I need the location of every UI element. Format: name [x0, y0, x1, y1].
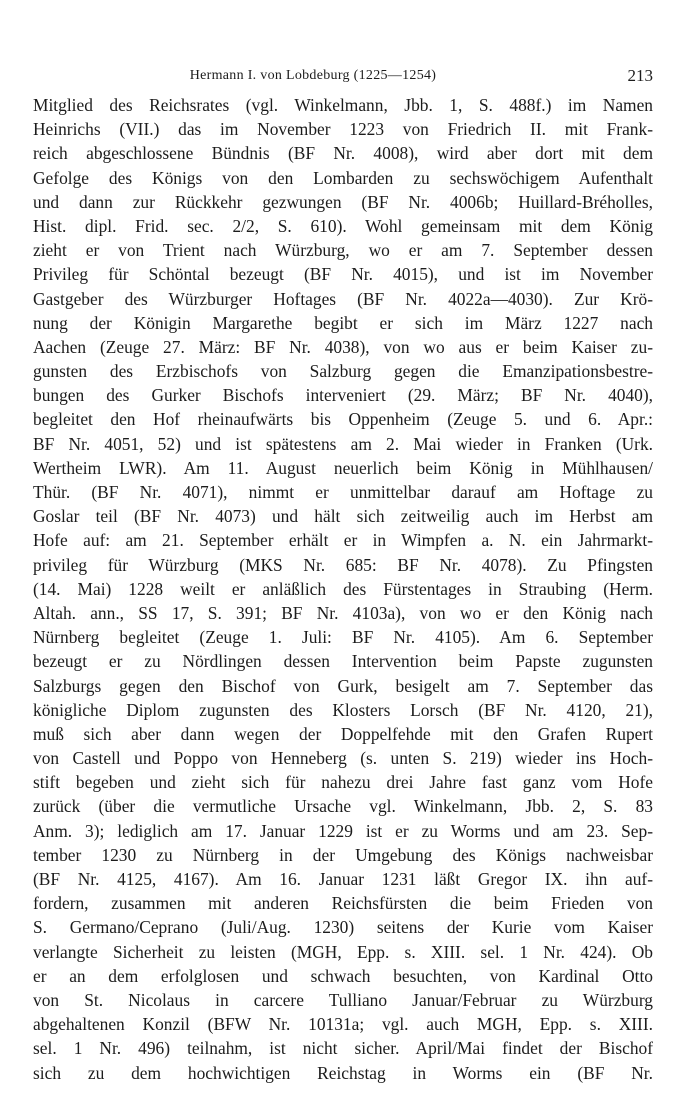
text-line: (BF Nr. 4125, 4167). Am 16. Januar 1231 läßt Gregor IX. ihn auf-: [33, 869, 653, 889]
text-line: Mitglied des Reichsrates (vgl. Winkelmann, Jbb. 1, S. 488f.) im Namen: [33, 95, 653, 115]
text-line: und dann zur Rückkehr gezwungen (BF Nr. 4006b; Huillard-Bréholles,: [33, 191, 653, 212]
text-line: reich abgeschlossene Bündnis (BF Nr. 4008), wird aber dort mit dem: [33, 143, 653, 164]
text-line: fordern, zusammen mit anderen Reichsfürsten die beim Frieden von: [33, 893, 653, 914]
text-line: Privileg für Schöntal bezeugt (BF Nr. 4015), und ist im November: [33, 264, 653, 285]
page-number: 213: [627, 66, 653, 85]
text-line: Hist. dipl. Frid. sec. 2/2, S. 610). Wohl gemeinsam mit dem König: [33, 215, 653, 236]
text-line: sel. 1 Nr. 496) teilnahm, ist nicht sicher. April/Mai findet der Bischof: [33, 1038, 653, 1059]
body-text: [33, 93, 653, 1085]
text-line: Thür. (BF Nr. 4071), nimmt er unmittelbar darauf am Hoftage zu: [33, 482, 653, 502]
text-line: sich zu dem hochwichtigen Reichstag in Worms ein (BF Nr.: [33, 1062, 653, 1083]
text-line: (14. Mai) 1228 weilt er anläßlich des Fürstentages in Straubing (Herm.: [33, 578, 653, 599]
text-line: Gefolge des Königs von den Lombarden zu sechswöchigem Aufenthalt: [33, 167, 653, 188]
text-line: Wertheim LWR). Am 11. August neuerlich beim König in Mühlhausen/: [33, 457, 653, 478]
text-line: muß sich aber dann wegen der Doppelfehde mit den Grafen Rupert: [33, 723, 653, 744]
text-line: Gastgeber des Würzburger Hoftages (BF Nr. 4022a—4030). Zur Krö-: [33, 288, 653, 309]
text-line: abgehaltenen Konzil (BFW Nr. 10131a; vgl. auch MGH, Epp. s. XIII.: [33, 1014, 653, 1035]
text-line: begleitet den Hof rheinaufwärts bis Oppenheim (Zeuge 5. und 6. Apr.:: [33, 409, 653, 430]
text-line: er an dem erfolglosen und schwach besuchten, von Kardinal Otto: [33, 965, 653, 986]
text-line: bungen des Gurker Bischofs interveniert (29. März; BF Nr. 4040),: [33, 385, 653, 406]
text-line: Goslar teil (BF Nr. 4073) und hält sich zeitweilig auch im Herbst am: [33, 506, 653, 527]
running-title: Hermann I. von Lobdeburg (1225—1254): [189, 68, 437, 83]
text-line: gunsten des Erzbischofs von Salzburg gegen die Emanzipationsbestre-: [33, 361, 653, 382]
text-line: Hofe auf: am 21. September erhält er in Wimpfen a. N. ein Jahrmarkt-: [33, 530, 653, 551]
text-line: verlangte Sicherheit zu leisten (MGH, Epp. s. XIII. sel. 1 Nr. 424). Ob: [33, 941, 653, 962]
text-line: Aachen (Zeuge 27. März: BF Nr. 4038), von wo aus er beim Kaiser zu-: [33, 336, 653, 357]
text-line: privileg für Würzburg (MKS Nr. 685: BF Nr. 4078). Zu Pfingsten: [33, 554, 653, 575]
text-line: zurück (über die vermutliche Ursache vgl. Winkelmann, Jbb. 2, S. 83: [33, 796, 653, 817]
text-line: königliche Diplom zugunsten des Klosters Lorsch (BF Nr. 4120, 21),: [33, 699, 653, 720]
text-line: zieht er von Trient nach Würzburg, wo er am 7. September dessen: [33, 240, 653, 261]
text-line: von St. Nicolaus in carcere Tulliano Januar/Februar zu Würzburg: [33, 989, 653, 1010]
text-line: von Castell und Poppo von Henneberg (s. unten S. 219) wieder ins Hoch-: [33, 748, 653, 769]
text-line: Salzburgs gegen den Bischof von Gurk, besigelt am 7. September das: [33, 675, 653, 696]
running-head: [33, 66, 653, 90]
text-line: nung der Königin Margarethe begibt er sich im März 1227 nach: [33, 312, 653, 333]
text-line: S. Germano/Ceprano (Juli/Aug. 1230) seitens der Kurie vom Kaiser: [33, 917, 653, 938]
text-line: Anm. 3); lediglich am 17. Januar 1229 ist er zu Worms und am 23. Sep-: [33, 820, 653, 841]
text-line: BF Nr. 4051, 52) und ist spätestens am 2. Mai wieder in Franken (Urk.: [33, 433, 653, 454]
text-line: Heinrichs (VII.) das im November 1223 von Friedrich II. mit Frank-: [33, 119, 653, 140]
text-line: Altah. ann., SS 17, S. 391; BF Nr. 4103a), von wo er den König nach: [33, 602, 653, 623]
text-line: bezeugt er zu Nördlingen dessen Intervention beim Papste zugunsten: [33, 651, 653, 672]
text-line: tember 1230 zu Nürnberg in der Umgebung des Königs nachweisbar: [33, 844, 653, 865]
text-line: stift begeben und zieht sich für nahezu drei Jahre fast ganz vom Hofe: [33, 772, 653, 793]
text-line: Nürnberg begleitet (Zeuge 1. Juli: BF Nr. 4105). Am 6. September: [33, 627, 653, 648]
